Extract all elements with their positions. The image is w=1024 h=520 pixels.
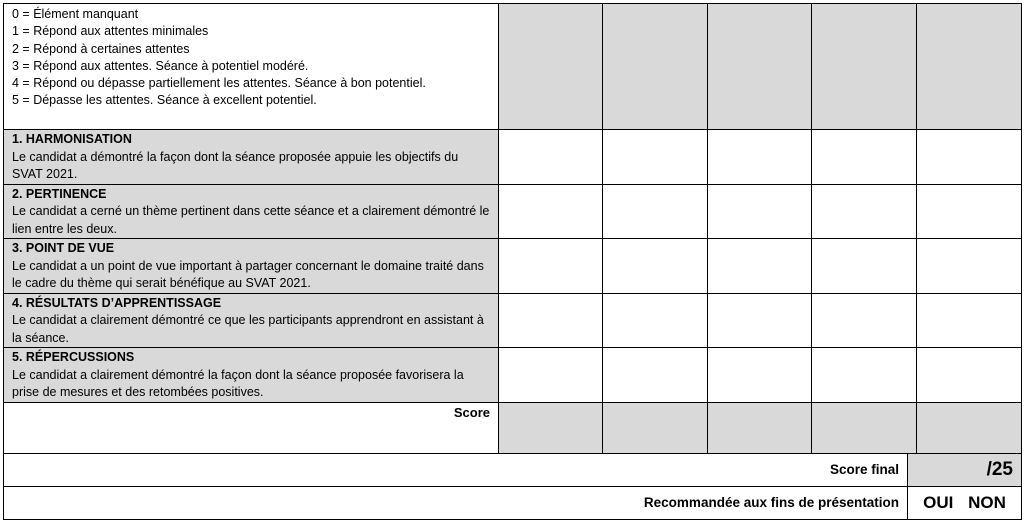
- criterion-description: [4, 293, 499, 348]
- score-row: [4, 402, 1022, 453]
- criterion-title: 1. HARMONISATION: [12, 132, 132, 146]
- criterion-title: 4. RÉSULTATS D’APPRENTISSAGE: [12, 295, 222, 310]
- criterion-text: Le candidat a démontré la façon dont la séance proposée appuie les objectifs du SVAT 2021.: [12, 149, 459, 181]
- score-cell[interactable]: [499, 130, 603, 185]
- criterion-description: [4, 130, 499, 185]
- criterion-row: [4, 348, 1022, 403]
- score-total-cell[interactable]: [603, 402, 708, 453]
- recommendation-row: [4, 486, 1022, 519]
- legend-item: 1 = Répond aux attentes minimales: [12, 24, 209, 39]
- rating-legend: [4, 4, 499, 130]
- evaluator-header-cell[interactable]: [499, 4, 603, 130]
- criterion-text: Le candidat a cerné un thème pertinent dans cette séance et a clairement démontré le lien entre les deux.: [12, 204, 490, 236]
- criterion-description: [4, 239, 499, 294]
- score-cell[interactable]: [603, 239, 708, 294]
- legend-item: 5 = Dépasse les attentes. Séance à excellent potentiel.: [12, 93, 317, 108]
- score-cell[interactable]: [708, 130, 812, 185]
- criterion-row: [4, 239, 1022, 294]
- score-cell[interactable]: [812, 184, 917, 239]
- evaluator-header-cell[interactable]: [603, 4, 708, 130]
- criterion-description: [4, 184, 499, 239]
- score-cell[interactable]: [603, 184, 708, 239]
- summary-table: [3, 453, 1022, 520]
- score-cell[interactable]: [603, 130, 708, 185]
- score-cell[interactable]: [812, 239, 917, 294]
- criteria-table: [3, 3, 1022, 454]
- score-cell[interactable]: [708, 184, 812, 239]
- score-total-cell[interactable]: [499, 402, 603, 453]
- criterion-text: Le candidat a clairement démontré la façon dont la séance proposée favorisera la prise de mesures et des retombées positives.: [12, 367, 464, 399]
- score-cell[interactable]: [812, 348, 917, 403]
- criterion-row: [4, 184, 1022, 239]
- score-label: Score: [4, 402, 499, 453]
- score-cell[interactable]: [917, 293, 1022, 348]
- score-cell[interactable]: [499, 348, 603, 403]
- evaluator-header-cell[interactable]: [708, 4, 812, 130]
- score-total-cell[interactable]: [708, 402, 812, 453]
- score-cell[interactable]: [917, 184, 1022, 239]
- score-cell[interactable]: [708, 293, 812, 348]
- score-total-cell[interactable]: [917, 402, 1022, 453]
- score-cell[interactable]: [499, 239, 603, 294]
- legend-row: [4, 4, 1022, 130]
- recommendation-label: Recommandée aux fins de présentation: [4, 486, 908, 519]
- score-cell[interactable]: [812, 130, 917, 185]
- legend-item: 4 = Répond ou dépasse partiellement les attentes. Séance à bon potentiel.: [12, 76, 426, 91]
- evaluator-header-cell[interactable]: [917, 4, 1022, 130]
- score-cell[interactable]: [917, 348, 1022, 403]
- evaluator-header-cell[interactable]: [812, 4, 917, 130]
- final-score-label: Score final: [4, 453, 908, 486]
- score-cell[interactable]: [603, 348, 708, 403]
- criterion-title: 2. PERTINENCE: [12, 186, 107, 201]
- score-cell[interactable]: [917, 130, 1022, 185]
- score-cell[interactable]: [499, 293, 603, 348]
- criterion-title: 3. POINT DE VUE: [12, 241, 115, 255]
- recommendation-choice[interactable]: OUI NON: [908, 486, 1022, 519]
- criterion-text: Le candidat a clairement démontré ce que les participants apprendront en assistant à la séance.: [12, 313, 484, 345]
- legend-item: 3 = Répond aux attentes. Séance à potentiel modéré.: [12, 58, 309, 73]
- score-cell[interactable]: [708, 239, 812, 294]
- criterion-row: [4, 130, 1022, 185]
- criterion-title: 5. RÉPERCUSSIONS: [12, 350, 135, 364]
- criterion-row: [4, 293, 1022, 348]
- score-cell[interactable]: [499, 184, 603, 239]
- evaluation-grid: [3, 3, 1021, 520]
- final-score-row: [4, 453, 1022, 486]
- score-total-cell[interactable]: [812, 402, 917, 453]
- criterion-description: [4, 348, 499, 403]
- score-cell[interactable]: [812, 293, 917, 348]
- legend-item: 0 = Élément manquant: [12, 7, 139, 21]
- final-score-value[interactable]: /25: [908, 453, 1022, 486]
- score-cell[interactable]: [603, 293, 708, 348]
- legend-item: 2 = Répond à certaines attentes: [12, 41, 190, 56]
- criterion-text: Le candidat a un point de vue important à partager concernant le domaine traité dans le cadre du thème qui serait bénéfique au SVAT 2021.: [12, 258, 484, 290]
- score-cell[interactable]: [917, 239, 1022, 294]
- score-cell[interactable]: [708, 348, 812, 403]
